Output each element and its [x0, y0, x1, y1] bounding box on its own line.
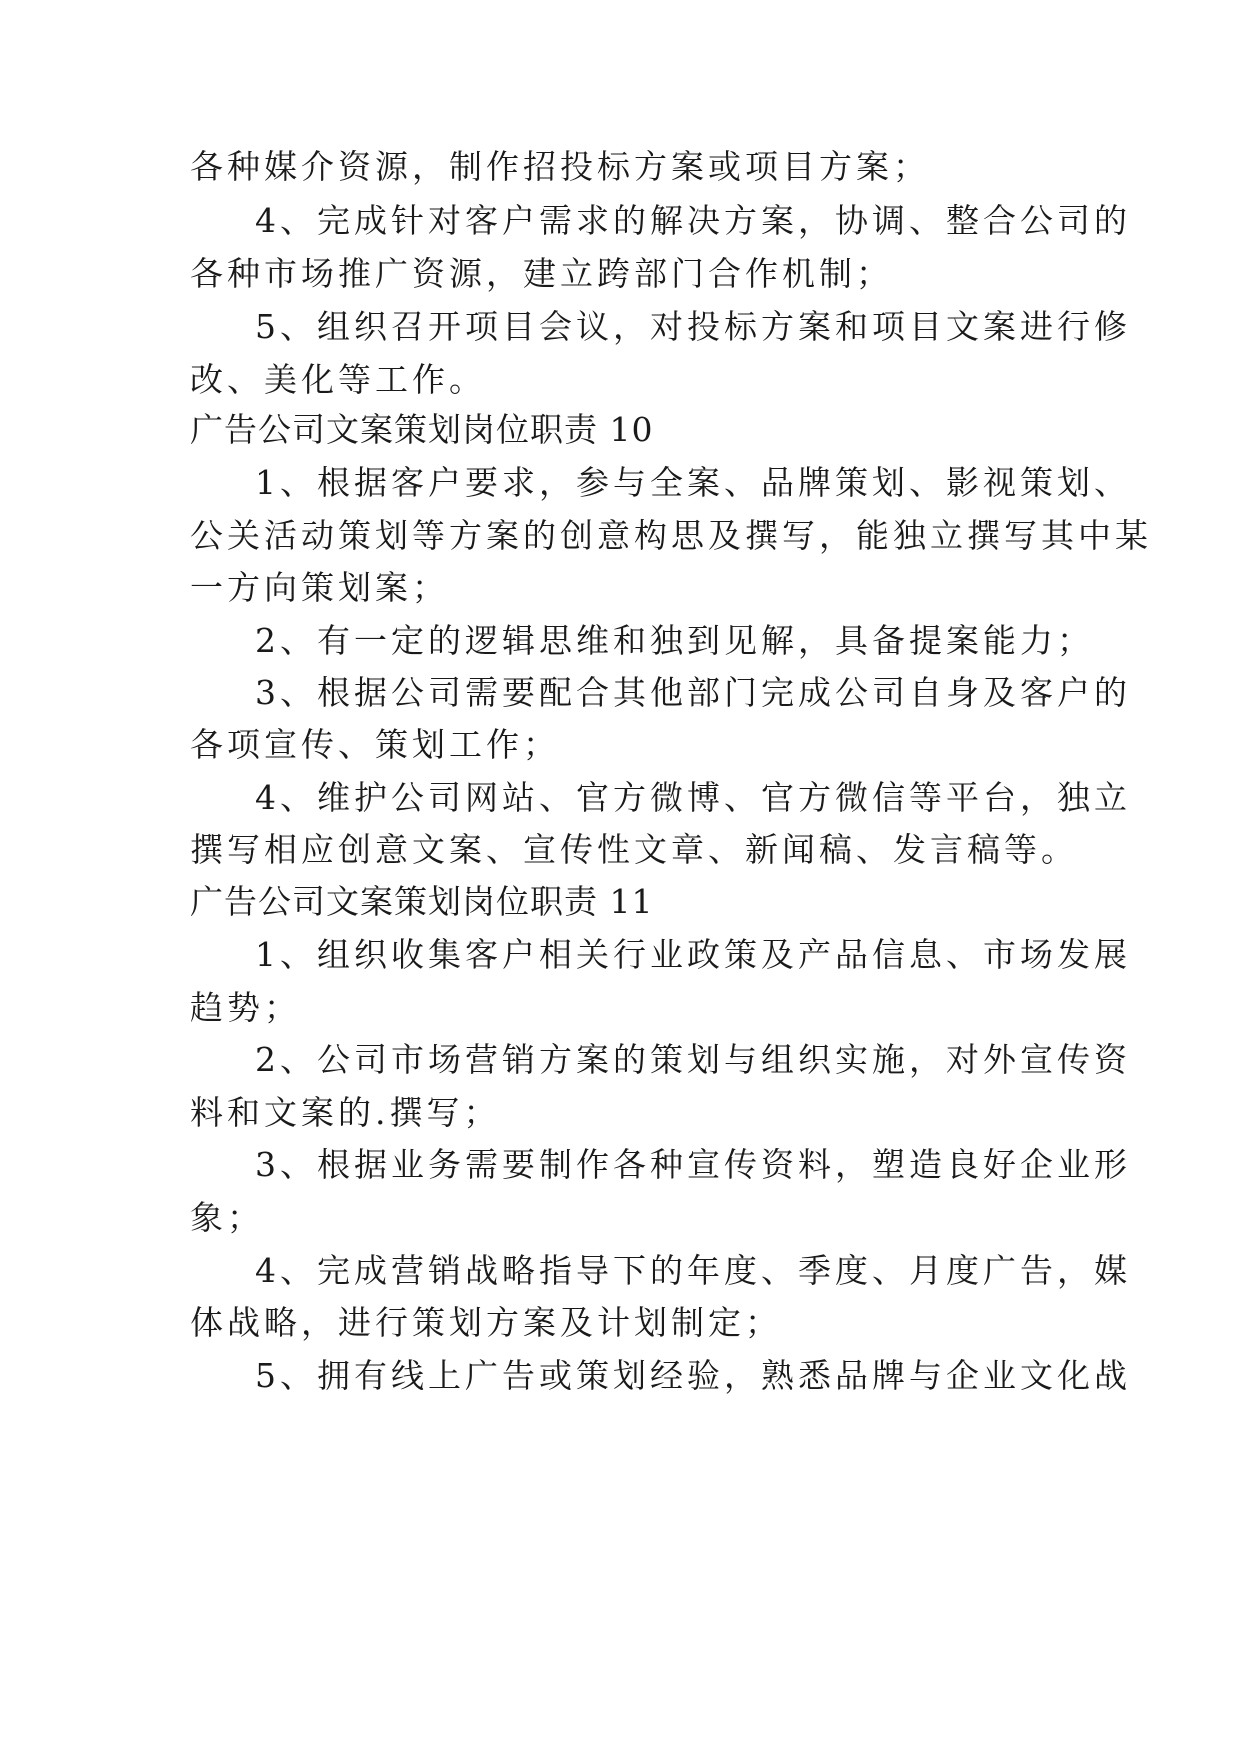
paragraph-line: 5、组织召开项目会议，对投标方案和项目文案进行修	[255, 307, 1131, 346]
paragraph-line: 一方向策划案；	[190, 568, 449, 607]
paragraph-line: 1、根据客户要求，参与全案、品牌策划、影视策划、	[255, 463, 1131, 502]
paragraph-line: 体战略，进行策划方案及计划制定；	[190, 1303, 782, 1342]
section-heading: 广告公司文案策划岗位职责 10	[190, 410, 654, 449]
paragraph-line: 3、根据业务需要制作各种宣传资料，塑造良好企业形	[255, 1145, 1131, 1184]
paragraph-line: 4、完成针对客户需求的解决方案，协调、整合公司的	[255, 201, 1131, 240]
paragraph-line: 各种市场推广资源，建立跨部门合作机制；	[190, 254, 893, 293]
paragraph-line: 改、美化等工作。	[190, 360, 486, 399]
paragraph-line: 4、完成营销战略指导下的年度、季度、月度广告，媒	[255, 1251, 1131, 1290]
paragraph-line: 各种媒介资源，制作招投标方案或项目方案；	[190, 147, 930, 186]
paragraph-line: 1、组织收集客户相关行业政策及产品信息、市场发展	[255, 935, 1131, 974]
paragraph-line: 公关活动策划等方案的创意构思及撰写，能独立撰写其中某	[190, 516, 1152, 555]
paragraph-line: 3、根据公司需要配合其他部门完成公司自身及客户的	[255, 673, 1131, 712]
paragraph-line: 各项宣传、策划工作；	[190, 725, 560, 764]
paragraph-line: 5、拥有线上广告或策划经验，熟悉品牌与企业文化战	[255, 1356, 1131, 1395]
paragraph-line: 2、公司市场营销方案的策划与组织实施，对外宣传资	[255, 1040, 1131, 1079]
paragraph-line: 趋势；	[190, 988, 301, 1027]
section-heading: 广告公司文案策划岗位职责 11	[190, 882, 654, 921]
paragraph-line: 象；	[190, 1198, 264, 1237]
paragraph-line: 2、有一定的逻辑思维和独到见解，具备提案能力；	[255, 621, 1094, 660]
paragraph-line: 料和文案的.撰写；	[190, 1093, 501, 1132]
paragraph-line: 4、维护公司网站、官方微博、官方微信等平台，独立	[255, 778, 1131, 817]
paragraph-line: 撰写相应创意文案、宣传性文章、新闻稿、发言稿等。	[190, 830, 1078, 869]
